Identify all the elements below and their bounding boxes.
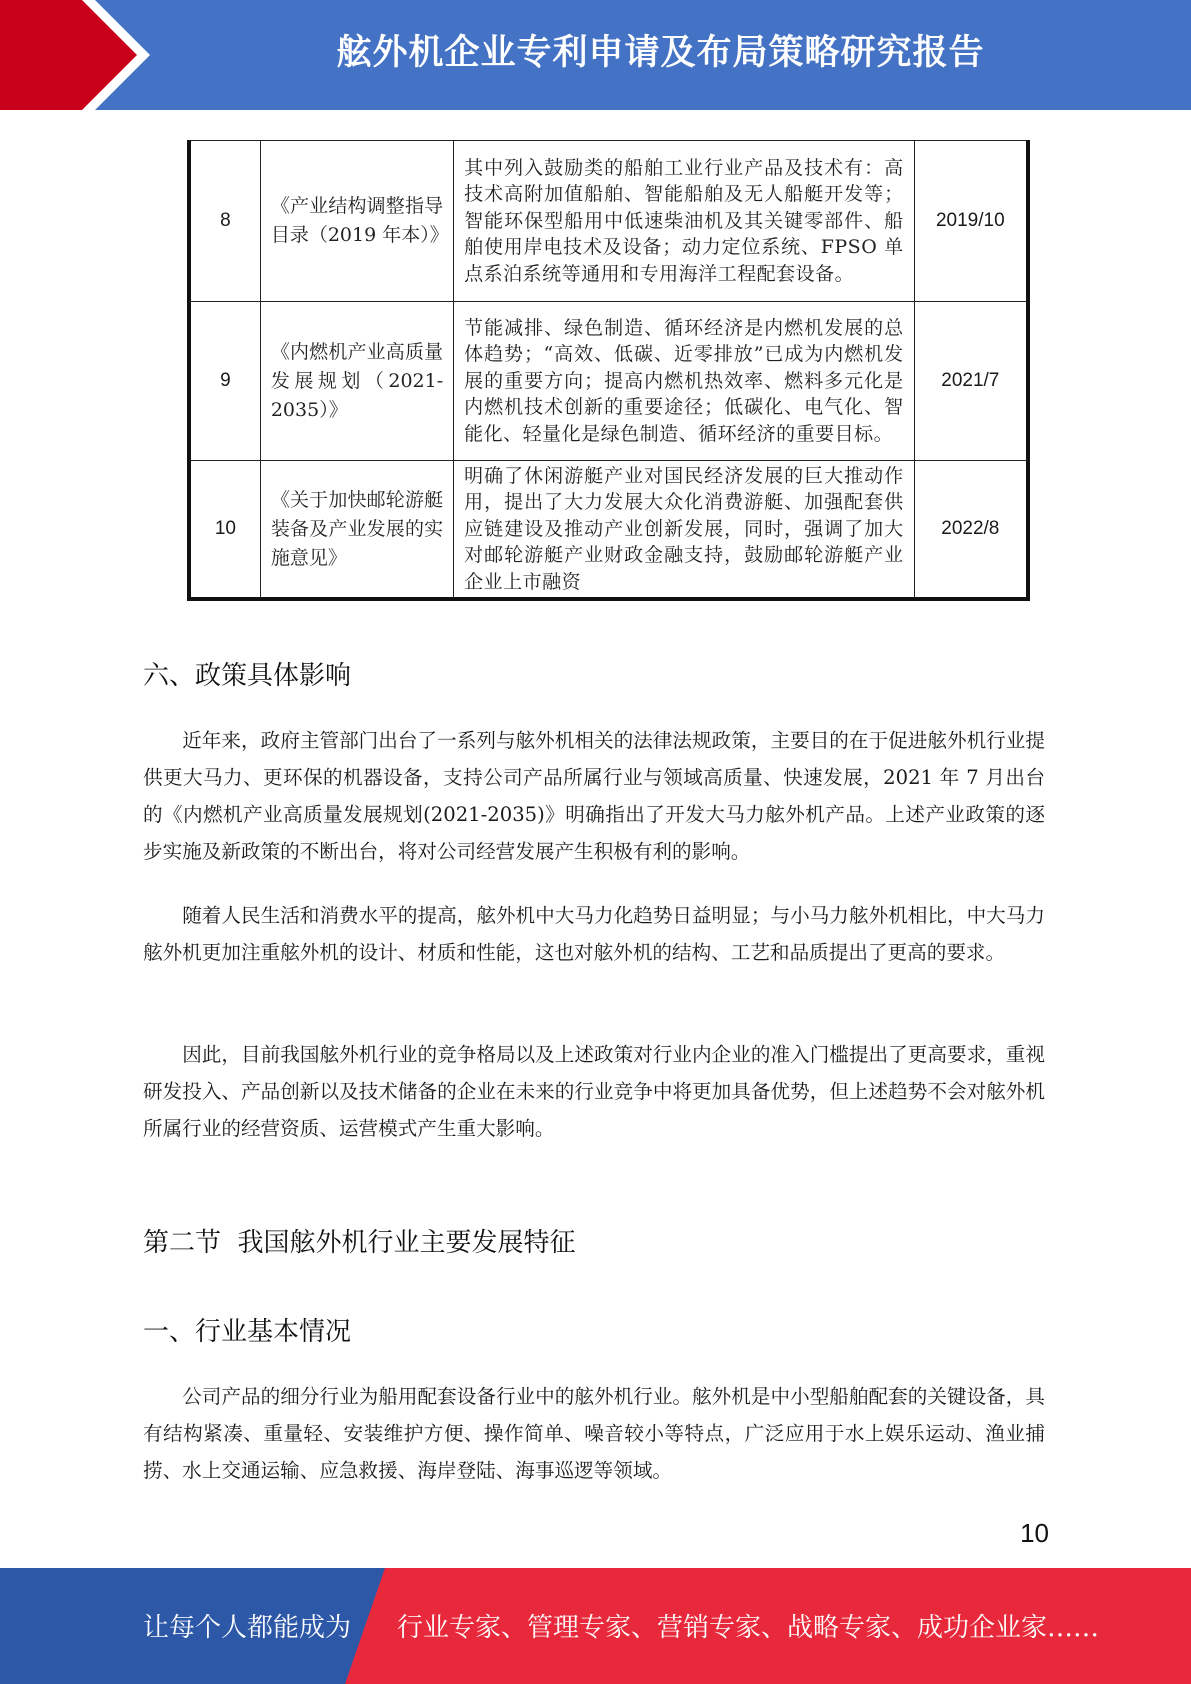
header-chevron-decoration [0, 0, 150, 110]
policy-content: 节能减排、绿色制造、循环经济是内燃机发展的总体趋势；“高效、低碳、近零排放”已成为内燃机发展的重要方向；提高内燃机热效率、燃料多元化是内燃机技术创新的重要途径；低碳化、电气化、智能化、轻量化是绿色制造、循环经济的重要目标。 [454, 302, 914, 461]
footer-slogan-left: 让每个人都能成为 [143, 1613, 352, 1643]
row-number: 10 [189, 461, 260, 600]
policy-content: 明确了休闲游艇产业对国民经济发展的巨大推动作用，提出了大力发展大众化消费游艇、加强配套供应链建设及推动产业创新发展，同时，强调了加大对邮轮游艇产业财政金融支持，鼓励邮轮游艇产业企业上市融资 [454, 461, 914, 600]
report-title: 舷外机企业专利申请及布局策略研究报告 [336, 33, 985, 73]
policy-date: 2022/8 [914, 461, 1028, 600]
policy-content: 其中列入鼓励类的船舶工业行业产品及技术有：高技术高附加值船舶、智能船舶及无人船艇开发等；智能环保型船用中低速柴油机及其关键零部件、船舶使用岸电技术及设备；动力定位系统、FPSO 单点系泊系统等通用和专用海洋工程配套设备。 [454, 141, 914, 302]
footer-slogan-right: 行业专家、管理专家、营销专家、战略专家、成功企业家…… [397, 1613, 1100, 1643]
section-heading-policy-impact: 六、政策具体影响 [143, 661, 352, 691]
table-row [189, 141, 1028, 302]
chapter-section-heading: 第二节 我国舷外机行业主要发展特征 [143, 1228, 576, 1258]
paragraph: 公司产品的细分行业为船用配套设备行业中的舷外机行业。舷外机是中小型船舶配套的关键设备，具有结构紧凑、重量轻、安装维护方便、操作简单、噪音较小等特点，广泛应用于水上娱乐运动、渔业捕捞、水上交通运输、应急救援、海岸登陆、海事巡逻等领域。 [143, 1385, 1045, 1482]
policy-date: 2019/10 [914, 141, 1028, 302]
paragraph: 随着人民生活和消费水平的提高，舷外机中大马力化趋势日益明显；与小马力舷外机相比，中大马力舷外机更加注重舷外机的设计、材质和性能，这也对舷外机的结构、工艺和品质提出了更高的要求。 [143, 904, 1045, 964]
paragraph: 因此，目前我国舷外机行业的竞争格局以及上述政策对行业内企业的准入门槛提出了更高要求，重视研发投入、产品创新以及技术储备的企业在未来的行业竞争中将更加具备优势，但上述趋势不会对舷外机所属行业的经营资质、运营模式产生重大影响。 [143, 1043, 1045, 1140]
policy-name: 《内燃机产业高质量发展规划（2021-2035）》 [260, 302, 453, 461]
policy-date: 2021/7 [914, 302, 1028, 461]
table-row [189, 461, 1028, 600]
page-footer [0, 1568, 1191, 1684]
page-header [0, 0, 1191, 110]
row-number: 9 [189, 302, 260, 461]
table-row [189, 302, 1028, 461]
policy-name: 《关于加快邮轮游艇装备及产业发展的实施意见》 [260, 461, 453, 600]
page-number: 10 [1020, 1518, 1049, 1548]
section-heading-industry-overview: 一、行业基本情况 [143, 1317, 352, 1347]
policy-name: 《产业结构调整指导目录（2019 年本）》 [260, 141, 453, 302]
paragraph: 近年来，政府主管部门出台了一系列与舷外机相关的法律法规政策，主要目的在于促进舷外机行业提供更大马力、更环保的机器设备，支持公司产品所属行业与领域高质量、快速发展，2021 年 7 月出台的《内燃机产业高质量发展规划(2021-2035)》明确指出了开发大马力舷外机产品。上述产业政策的逐步实施及新政策的不断出台，将对公司经营发展产生积极有利的影响。 [143, 729, 1045, 863]
row-number: 8 [189, 141, 260, 302]
policy-table [187, 140, 1030, 601]
